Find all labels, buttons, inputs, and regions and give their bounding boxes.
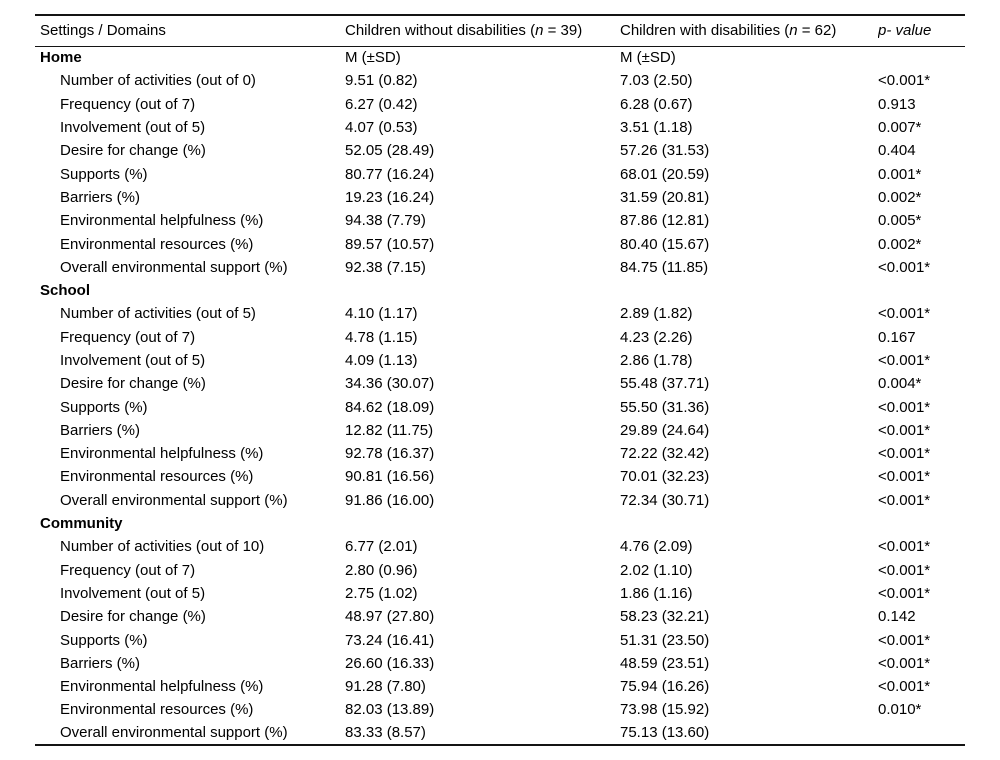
value-without-disabilities: 92.78 (16.37) [345,445,435,463]
table-row [35,465,965,488]
section-title: Home [40,49,82,67]
table-row [35,116,965,139]
value-without-disabilities: 4.78 (1.15) [345,328,418,346]
p-value: 0.002* [878,188,922,206]
value-without-disabilities: 12.82 (11.75) [345,421,434,439]
value-without-disabilities: 94.38 (7.79) [345,212,426,230]
row-label: Number of activities (out of 0) [60,72,256,90]
row-label: Frequency (out of 7) [60,561,196,579]
p-value: <0.001* [878,584,931,602]
subheader-m-sd [620,279,878,302]
subheader-m-sd [345,512,620,535]
table-row [35,442,965,465]
value-with-disabilities: 6.28 (0.67) [620,95,693,113]
header-text-part: = 62) [797,22,837,40]
value-with-disabilities: 4.76 (2.09) [620,538,693,556]
section-row-home [35,46,965,69]
table-row [35,349,965,372]
row-label: Desire for change (%) [60,142,206,160]
value-without-disabilities: 6.77 (2.01) [345,538,418,556]
p-value: <0.001* [878,631,931,649]
row-label: Number of activities (out of 5) [60,305,256,323]
p-value: <0.001* [878,398,931,416]
value-without-disabilities: 34.36 (30.07) [345,375,435,393]
value-with-disabilities: 7.03 (2.50) [620,72,693,90]
col-header-without-disabilities [345,15,620,46]
p-value: <0.001* [878,491,931,509]
value-with-disabilities: 4.23 (2.26) [620,328,693,346]
value-without-disabilities: 4.10 (1.17) [345,305,418,323]
col-header-with-disabilities [620,15,878,46]
subheader-p [878,512,965,535]
value-without-disabilities: 4.07 (0.53) [345,119,418,137]
table-row [35,232,965,255]
p-value: 0.002* [878,235,922,253]
row-label: Environmental helpfulness (%) [60,678,264,696]
row-label: Overall environmental support (%) [60,724,288,742]
table-row [35,256,965,279]
table-row [35,652,965,675]
table-row [35,162,965,185]
value-with-disabilities: 80.40 (15.67) [620,235,710,253]
p-value: 0.010* [878,701,922,719]
section-row-school [35,279,965,302]
table-row [35,628,965,651]
p-value: <0.001* [878,352,931,369]
row-label: Barriers (%) [60,188,141,206]
p-value: 0.001* [878,165,922,183]
section-title: Community [40,515,123,533]
table-row [35,302,965,325]
value-with-disabilities: 72.34 (30.71) [620,491,710,509]
p-value: 0.005* [878,212,922,230]
table-row [35,69,965,92]
p-value: 0.142 [878,608,916,626]
value-with-disabilities: 31.59 (20.81) [620,188,710,206]
p-value: <0.001* [878,678,931,696]
value-with-disabilities: 68.01 (20.59) [620,165,710,183]
value-without-disabilities: 91.86 (16.00) [345,491,435,509]
p-value: <0.001* [878,305,931,323]
p-value: 0.167 [878,328,916,346]
section-title: School [40,282,91,300]
value-without-disabilities: 19.23 (16.24) [345,188,435,206]
header-text-part: = 39) [543,22,583,40]
row-label: Involvement (out of 5) [60,119,206,137]
value-with-disabilities: 73.98 (15.92) [620,701,710,719]
value-without-disabilities: 4.09 (1.13) [345,352,418,369]
subheader-p [878,46,965,69]
table-row [35,93,965,116]
row-label: Frequency (out of 7) [60,328,196,346]
table-row [35,395,965,418]
value-with-disabilities: 57.26 (31.53) [620,142,710,160]
table-row [35,139,965,162]
row-label: Frequency (out of 7) [60,95,196,113]
value-with-disabilities: 55.48 (37.71) [620,375,710,393]
p-value: <0.001* [878,538,931,556]
row-label: Environmental helpfulness (%) [60,212,264,230]
table-row [35,209,965,232]
value-without-disabilities: 90.81 (16.56) [345,468,435,486]
value-without-disabilities: 89.57 (10.57) [345,235,435,253]
value-without-disabilities: 6.27 (0.42) [345,95,418,113]
p-value: <0.001* [878,654,931,672]
p-value: 0.004* [878,375,922,393]
p-value: 0.404 [878,142,916,160]
table-row [35,372,965,395]
col-header-settings-domains: Settings / Domains [35,15,345,46]
value-without-disabilities: 92.38 (7.15) [345,258,426,276]
value-with-disabilities: 58.23 (32.21) [620,608,710,626]
value-with-disabilities: 51.31 (23.50) [620,631,710,649]
subheader-p [878,279,965,302]
results-table-container [35,14,965,746]
p-value: <0.001* [878,468,931,486]
header-text-part: Children without disabilities ( [345,22,536,40]
value-without-disabilities: 52.05 (28.49) [345,142,435,160]
section-row-community [35,512,965,535]
p-value: 0.913 [878,95,916,113]
p-value: <0.001* [878,72,931,90]
value-with-disabilities: 75.94 (16.26) [620,678,710,696]
value-without-disabilities: 9.51 (0.82) [345,72,418,90]
p-value: 0.007* [878,119,922,137]
table-row [35,489,965,512]
subheader-m-sd [620,512,878,535]
row-label: Desire for change (%) [60,375,206,393]
value-without-disabilities: 26.60 (16.33) [345,654,435,672]
row-label: Number of activities (out of 10) [60,538,265,556]
table-row [35,559,965,582]
col-header-p-value: p- value [878,15,965,46]
p-value: <0.001* [878,561,931,579]
table-row [35,582,965,605]
table-row [35,698,965,721]
value-with-disabilities: 72.22 (32.42) [620,445,710,463]
value-without-disabilities: 91.28 (7.80) [345,678,426,696]
value-with-disabilities: 87.86 (12.81) [620,212,710,230]
value-without-disabilities: 2.75 (1.02) [345,584,418,602]
row-label: Supports (%) [60,631,148,649]
p-value [878,722,965,745]
row-label: Supports (%) [60,165,148,183]
row-label: Environmental resources (%) [60,701,254,719]
value-with-disabilities: 2.89 (1.82) [620,305,693,323]
value-without-disabilities: 82.03 (13.89) [345,701,435,719]
results-table [35,14,965,746]
row-label: Environmental helpfulness (%) [60,445,264,463]
value-with-disabilities: 84.75 (11.85) [620,258,709,276]
table-row [35,722,965,745]
value-with-disabilities: 70.01 (32.23) [620,468,710,486]
row-label: Supports (%) [60,398,148,416]
row-label: Overall environmental support (%) [60,258,288,276]
value-without-disabilities: 73.24 (16.41) [345,631,435,649]
value-with-disabilities: 29.89 (24.64) [620,421,710,439]
value-with-disabilities: 2.02 (1.10) [620,561,693,579]
table-row [35,419,965,442]
p-value: <0.001* [878,258,931,276]
row-label: Desire for change (%) [60,608,206,626]
row-label: Environmental resources (%) [60,468,254,486]
value-with-disabilities: 75.13 (13.60) [620,724,710,742]
table-row [35,605,965,628]
table-row [35,326,965,349]
value-with-disabilities: 3.51 (1.18) [620,119,693,137]
value-without-disabilities: 48.97 (27.80) [345,608,435,626]
value-without-disabilities: 80.77 (16.24) [345,165,435,183]
row-label: Barriers (%) [60,654,141,672]
value-without-disabilities: 84.62 (18.09) [345,398,435,416]
subheader-m-sd [345,279,620,302]
row-label: Barriers (%) [60,421,141,439]
table-row [35,186,965,209]
value-with-disabilities: 1.86 (1.16) [620,584,693,602]
subheader-m-sd: M (±SD) [620,49,676,67]
n-symbol: n [789,22,798,40]
table-row [35,535,965,558]
value-without-disabilities: 2.80 (0.96) [345,561,418,579]
header-text-part: Children with disabilities ( [620,22,790,40]
header-row [35,15,965,46]
table-row [35,675,965,698]
value-with-disabilities: 48.59 (23.51) [620,654,710,672]
p-value: <0.001* [878,445,931,463]
p-value: <0.001* [878,421,931,439]
row-label: Environmental resources (%) [60,235,254,253]
row-label: Involvement (out of 5) [60,584,206,602]
n-symbol: n [535,22,544,40]
subheader-m-sd: M (±SD) [345,49,401,67]
value-with-disabilities: 2.86 (1.78) [620,352,693,369]
row-label: Involvement (out of 5) [60,352,206,369]
value-with-disabilities: 55.50 (31.36) [620,398,710,416]
value-without-disabilities: 83.33 (8.57) [345,724,426,742]
row-label: Overall environmental support (%) [60,491,288,509]
